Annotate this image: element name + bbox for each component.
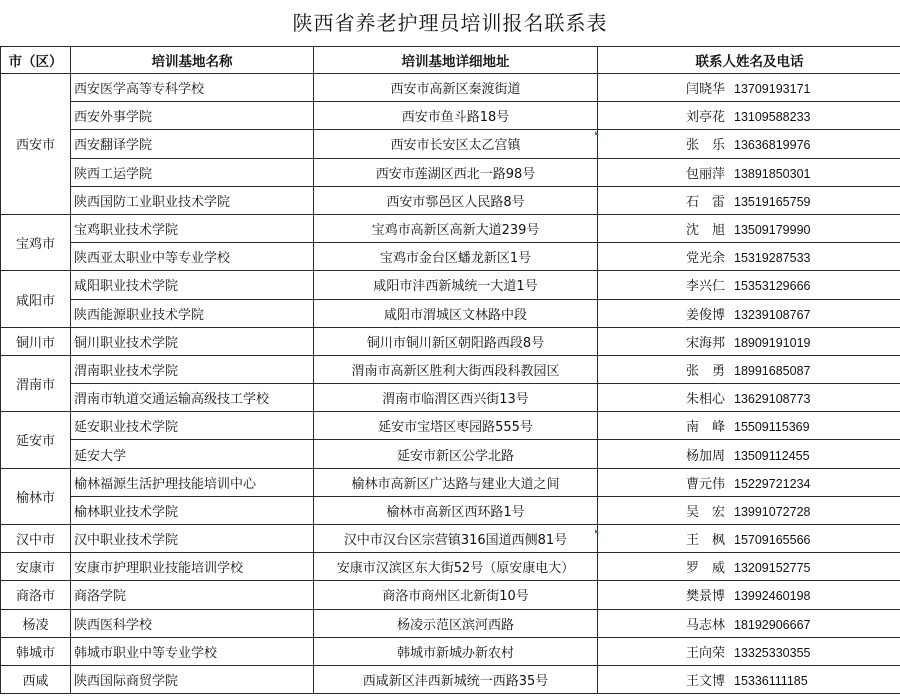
contact-name: 沈 旭 xyxy=(686,223,726,239)
contact-name: 樊景博 xyxy=(686,589,726,605)
training-base-address: 咸阳市沣西新城统一大道1号 xyxy=(314,271,598,299)
table-row xyxy=(1,384,900,412)
contact-phone: 13629108773 xyxy=(734,392,811,407)
contact-phone: 13209152775 xyxy=(734,561,811,576)
table-row xyxy=(1,525,900,553)
table-row xyxy=(1,243,900,271)
training-base-name: 商洛学院 xyxy=(71,581,314,609)
training-base-address: 延安市新区公学北路 xyxy=(314,440,598,468)
city-cell: 延安市 xyxy=(1,412,71,468)
table-row xyxy=(1,186,900,214)
table-row xyxy=(1,130,900,158)
contact-name: 王文博 xyxy=(686,674,726,690)
training-base-name: 陕西国防工业职业技术学院 xyxy=(71,186,314,214)
training-base-name: 西安翻译学院 xyxy=(71,130,314,158)
contact-cell xyxy=(598,637,900,665)
contact-phone: 13239108767 xyxy=(734,307,811,322)
contact-cell xyxy=(598,496,900,524)
training-base-address: 宝鸡市金台区蟠龙新区1号 xyxy=(314,243,598,271)
contact-name: 姜俊博 xyxy=(686,307,726,323)
training-base-address: 商洛市商州区北新街10号 xyxy=(314,581,598,609)
training-base-name: 陕西国际商贸学院 xyxy=(71,665,314,693)
contact-cell xyxy=(598,327,900,355)
contact-name: 吴 宏 xyxy=(686,504,726,520)
training-base-name: 安康市护理职业技能培训学校 xyxy=(71,553,314,581)
contact-name: 石 雷 xyxy=(686,194,726,210)
contact-phone: 13992460198 xyxy=(734,589,811,604)
contact-cell xyxy=(598,186,900,214)
training-base-name: 宝鸡职业技术学院 xyxy=(71,214,314,242)
contact-phone: 13109588233 xyxy=(734,110,811,125)
training-base-address: 西安市鱼斗路18号 xyxy=(314,102,598,130)
table-row xyxy=(1,637,900,665)
table-row xyxy=(1,665,900,693)
table-row xyxy=(1,496,900,524)
contact-cell xyxy=(598,665,900,693)
contact-name: 朱相心 xyxy=(686,392,726,408)
contact-cell xyxy=(598,553,900,581)
training-base-address: 渭南市高新区胜利大街西段科教园区 xyxy=(314,355,598,383)
training-base-address: 西咸新区沣西新城统一西路35号 xyxy=(314,665,598,693)
table-row xyxy=(1,327,900,355)
table-row xyxy=(1,299,900,327)
training-base-address: 西安市长安区太乙宫镇 xyxy=(314,130,598,158)
contact-name: 包丽萍 xyxy=(686,166,726,182)
contact-phone: 13509179990 xyxy=(734,223,811,238)
contact-cell xyxy=(598,158,900,186)
contact-name: 李兴仁 xyxy=(686,279,726,295)
contact-phone: 15509115369 xyxy=(734,420,810,435)
training-base-address: 韩城市新城办新农村 xyxy=(314,637,598,665)
training-base-address: 西安市鄠邑区人民路8号 xyxy=(314,186,598,214)
contact-phone: 13519165759 xyxy=(734,194,811,209)
contact-name: 党光余 xyxy=(686,251,726,267)
registration-table xyxy=(0,46,900,694)
header-city: 市（区） xyxy=(1,47,71,74)
contact-phone: 13709193171 xyxy=(734,82,811,97)
training-base-address: 杨凌示范区滨河西路 xyxy=(314,609,598,637)
contact-name: 罗 威 xyxy=(686,561,726,577)
contact-name: 闫晓华 xyxy=(686,82,726,98)
training-base-name: 陕西医科学校 xyxy=(71,609,314,637)
training-base-address: 西安市高新区秦渡街道 xyxy=(314,74,598,102)
training-base-name: 榆林福源生活护理技能培训中心 xyxy=(71,468,314,496)
contact-name: 马志林 xyxy=(686,617,726,633)
city-cell: 咸阳市 xyxy=(1,271,71,327)
contact-cell xyxy=(598,355,900,383)
training-base-address: 渭南市临渭区西兴街13号 xyxy=(314,384,598,412)
contact-phone: 15336111185 xyxy=(734,674,808,689)
table-row xyxy=(1,214,900,242)
contact-cell xyxy=(598,299,900,327)
contact-name: 王向荣 xyxy=(686,645,726,661)
contact-name: 刘亭花 xyxy=(686,110,726,126)
training-base-name: 汉中职业技术学院 xyxy=(71,525,314,553)
training-base-name: 铜川职业技术学院 xyxy=(71,327,314,355)
training-base-address: 安康市汉滨区东大街52号（原安康电大） xyxy=(314,553,598,581)
cell-comment-marker xyxy=(595,131,599,135)
contact-name: 南 峰 xyxy=(686,420,726,436)
training-base-name: 渭南职业技术学院 xyxy=(71,355,314,383)
training-base-name: 韩城市职业中等专业学校 xyxy=(71,637,314,665)
table-row xyxy=(1,355,900,383)
table-header-row xyxy=(1,47,900,74)
header-address: 培训基地详细地址 xyxy=(314,47,598,74)
contact-phone: 18909191019 xyxy=(734,335,811,350)
contact-name: 王 枫 xyxy=(686,533,726,549)
training-base-address: 铜川市铜川新区朝阳路西段8号 xyxy=(314,327,598,355)
contact-cell xyxy=(598,609,900,637)
training-base-name: 陕西能源职业技术学院 xyxy=(71,299,314,327)
table-row xyxy=(1,468,900,496)
training-base-address: 汉中市汉台区宗营镇316国道西侧81号 xyxy=(314,525,598,553)
contact-cell xyxy=(598,130,900,158)
table-row xyxy=(1,412,900,440)
contact-phone: 13991072728 xyxy=(734,504,811,519)
contact-name: 杨加周 xyxy=(686,448,726,464)
city-cell: 西安市 xyxy=(1,74,71,215)
contact-name: 张 勇 xyxy=(686,363,726,379)
contact-cell xyxy=(598,243,900,271)
training-base-address: 延安市宝塔区枣园路555号 xyxy=(314,412,598,440)
contact-cell xyxy=(598,271,900,299)
contact-cell xyxy=(598,412,900,440)
contact-cell xyxy=(598,581,900,609)
contact-phone: 13509112455 xyxy=(734,448,810,463)
page-title: 陕西省养老护理员培训报名联系表 xyxy=(292,11,608,35)
contact-name: 宋海邦 xyxy=(686,335,726,351)
contact-cell xyxy=(598,214,900,242)
contact-cell xyxy=(598,384,900,412)
training-base-name: 榆林职业技术学院 xyxy=(71,496,314,524)
training-base-address: 榆林市高新区广达路与建业大道之间 xyxy=(314,468,598,496)
table-row xyxy=(1,102,900,130)
city-cell: 商洛市 xyxy=(1,581,71,609)
contact-name: 张 乐 xyxy=(686,138,726,154)
training-base-name: 渭南市轨道交通运输高级技工学校 xyxy=(71,384,314,412)
city-cell: 榆林市 xyxy=(1,468,71,524)
table-body xyxy=(1,74,900,694)
contact-cell xyxy=(598,525,900,553)
training-base-address: 西安市莲湖区西北一路98号 xyxy=(314,158,598,186)
training-base-name: 延安职业技术学院 xyxy=(71,412,314,440)
training-base-name: 西安医学高等专科学校 xyxy=(71,74,314,102)
table-row xyxy=(1,74,900,102)
city-cell: 汉中市 xyxy=(1,525,71,553)
contact-phone: 13891850301 xyxy=(734,166,811,181)
table-row xyxy=(1,158,900,186)
training-base-address: 榆林市高新区西环路1号 xyxy=(314,496,598,524)
contact-cell xyxy=(598,102,900,130)
training-base-address: 宝鸡市高新区高新大道239号 xyxy=(314,214,598,242)
training-base-name: 陕西工运学院 xyxy=(71,158,314,186)
header-contact: 联系人姓名及电话 xyxy=(598,47,900,74)
training-base-name: 延安大学 xyxy=(71,440,314,468)
city-cell: 渭南市 xyxy=(1,355,71,411)
table-row xyxy=(1,553,900,581)
contact-cell xyxy=(598,74,900,102)
city-cell: 宝鸡市 xyxy=(1,214,71,270)
contact-phone: 13325330355 xyxy=(734,645,811,660)
contact-phone: 15709165566 xyxy=(734,533,811,548)
training-base-name: 咸阳职业技术学院 xyxy=(71,271,314,299)
training-base-address: 咸阳市渭城区文林路中段 xyxy=(314,299,598,327)
table-row xyxy=(1,609,900,637)
header-name: 培训基地名称 xyxy=(71,47,314,74)
cell-comment-marker xyxy=(595,529,599,533)
contact-cell xyxy=(598,468,900,496)
contact-cell xyxy=(598,440,900,468)
table-row xyxy=(1,440,900,468)
contact-phone: 15229721234 xyxy=(734,476,811,491)
table-row xyxy=(1,581,900,609)
contact-phone: 15319287533 xyxy=(734,251,811,266)
contact-phone: 15353129666 xyxy=(734,279,811,294)
city-cell: 杨凌 xyxy=(1,609,71,637)
contact-name: 曹元伟 xyxy=(686,476,726,492)
city-cell: 韩城市 xyxy=(1,637,71,665)
table-row xyxy=(1,271,900,299)
city-cell: 安康市 xyxy=(1,553,71,581)
training-base-name: 陕西亚太职业中等专业学校 xyxy=(71,243,314,271)
contact-phone: 18991685087 xyxy=(734,363,811,378)
training-base-name: 西安外事学院 xyxy=(71,102,314,130)
contact-phone: 18192906667 xyxy=(734,617,811,632)
city-cell: 西咸 xyxy=(1,665,71,693)
city-cell: 铜川市 xyxy=(1,327,71,355)
contact-phone: 13636819976 xyxy=(734,138,811,153)
